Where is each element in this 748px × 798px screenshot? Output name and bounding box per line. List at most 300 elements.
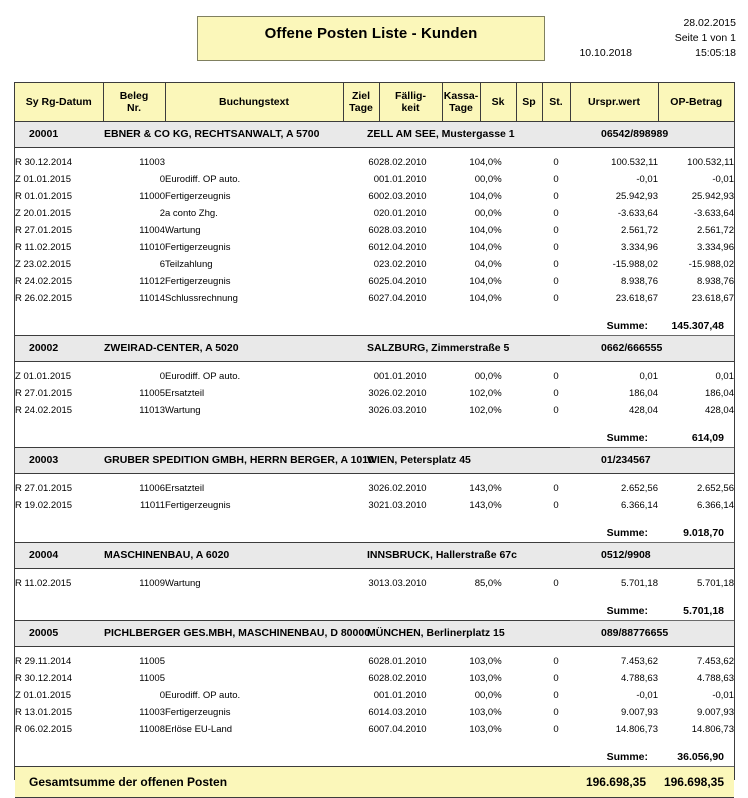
cell-sy-rg-datum: R 29.11.2014 <box>15 656 72 667</box>
cell-st: 0 <box>553 388 559 399</box>
col-header-line1: OP-Betrag <box>670 96 723 108</box>
cell-sy-rg-datum: R 13.01.2015 <box>15 707 73 718</box>
cell-beleg-nr: 11003 <box>139 157 165 168</box>
customer-group-header <box>15 448 734 474</box>
cell-sk: 3,0% <box>480 707 502 718</box>
cell-buchungstext <box>165 670 343 687</box>
cell-st: 0 <box>553 656 559 667</box>
cell-sp <box>516 256 542 273</box>
group-sum-label: Summe: <box>570 747 658 767</box>
cell-sk: 0,0% <box>480 174 502 185</box>
grand-total-row <box>15 767 734 798</box>
customer-phone: 06542/898989 <box>601 128 669 140</box>
cell-kassa-tage: 0 <box>474 259 480 270</box>
cell-st: 0 <box>553 707 559 718</box>
cell-sk: 0,0% <box>480 208 502 219</box>
cell-sp <box>516 188 542 205</box>
meta-print-row <box>436 46 736 61</box>
cell-sp <box>516 273 542 290</box>
customer-number: 20003 <box>29 454 59 466</box>
cell-urspr-wert: -0,01 <box>636 174 658 185</box>
cell-sp <box>516 222 542 239</box>
cell-ziel-tage: 0 <box>373 208 379 219</box>
table-row[interactable] <box>15 687 734 704</box>
cell-urspr-wert: 25.942,93 <box>615 191 658 202</box>
cell-kassa-tage: 10 <box>469 656 480 667</box>
customer-city-address: SALZBURG, Zimmerstraße 5 <box>367 342 510 354</box>
cell-kassa-tage: 14 <box>469 483 480 494</box>
grand-total-urspr-value: 196.698,35 <box>570 767 658 798</box>
table-row[interactable] <box>15 222 734 239</box>
cell-op-betrag: -15.988,02 <box>688 259 734 270</box>
table-row[interactable] <box>15 385 734 402</box>
cell-urspr-wert: 6.366,14 <box>621 500 658 511</box>
cell-st: 0 <box>553 242 559 253</box>
customer-name: PICHLBERGER GES.MBH, MASCHINENBAU, D 80000 <box>104 627 371 639</box>
cell-beleg-nr: 6 <box>159 259 165 270</box>
cell-ziel-tage: 60 <box>368 293 379 304</box>
meta-report-date-row <box>436 16 736 31</box>
cell-urspr-wert: 7.453,62 <box>621 656 658 667</box>
col-header-st <box>542 83 570 122</box>
cell-sy-rg-datum: R 24.02.2015 <box>15 405 73 416</box>
col-header-line1: Ziel <box>351 90 371 102</box>
table-row[interactable] <box>15 480 734 497</box>
cell-faelligkeit: 23.02.2010 <box>379 259 427 270</box>
cell-sy-rg-datum: R 27.01.2015 <box>15 388 73 399</box>
cell-sk: 2,0% <box>480 388 502 399</box>
cell-st: 0 <box>553 174 559 185</box>
group-sum-label: Summe: <box>570 523 658 543</box>
cell-sy-rg-datum: Z 20.01.2015 <box>15 208 71 219</box>
group-sum-spacer-cell <box>15 428 570 448</box>
table-row[interactable] <box>15 154 734 171</box>
print-date: 10.10.2018 <box>579 47 632 59</box>
group-sum-spacer-cell <box>15 523 570 543</box>
cell-buchungstext: Fertigerzeugnis <box>165 500 231 511</box>
cell-beleg-nr: 11005 <box>139 388 165 399</box>
cell-kassa-tage: 8 <box>474 578 480 589</box>
cell-urspr-wert: 23.618,67 <box>615 293 658 304</box>
cell-ziel-tage: 60 <box>368 225 379 236</box>
cell-beleg-nr: 11008 <box>139 724 165 735</box>
cell-ziel-tage: 30 <box>368 388 379 399</box>
cell-op-betrag: 5.701,18 <box>697 578 734 589</box>
cell-buchungstext: Wartung <box>165 225 201 236</box>
cell-kassa-tage: 10 <box>469 673 480 684</box>
col-header-buchungstext <box>165 83 343 122</box>
cell-urspr-wert: 9.007,93 <box>621 707 658 718</box>
cell-beleg-nr: 11012 <box>139 276 165 287</box>
col-header-line1: Kassa- <box>443 90 479 102</box>
group-sum-row <box>15 747 734 767</box>
customer-number: 20004 <box>29 549 59 561</box>
cell-faelligkeit: 01.01.2010 <box>379 690 427 701</box>
cell-faelligkeit: 01.01.2010 <box>379 174 427 185</box>
col-header-line1: Sp <box>522 96 536 108</box>
cell-buchungstext: Schlussrechnung <box>165 293 238 304</box>
cell-sk: 4,0% <box>480 191 502 202</box>
cell-ziel-tage: 30 <box>368 483 379 494</box>
cell-sk: 4,0% <box>480 225 502 236</box>
cell-sk: 4,0% <box>480 242 502 253</box>
cell-sy-rg-datum: R 26.02.2015 <box>15 293 73 304</box>
cell-beleg-nr: 11006 <box>139 483 165 494</box>
cell-faelligkeit: 28.02.2010 <box>379 157 427 168</box>
table-row[interactable] <box>15 205 734 222</box>
cell-beleg-nr: 11011 <box>139 500 165 511</box>
cell-kassa-tage: 10 <box>469 405 480 416</box>
cell-op-betrag: 0,01 <box>715 371 734 382</box>
cell-op-betrag: -0,01 <box>712 174 734 185</box>
cell-st: 0 <box>553 405 559 416</box>
cell-op-betrag: 100.532,11 <box>687 157 734 168</box>
cell-st: 0 <box>553 276 559 287</box>
cell-sp <box>516 205 542 222</box>
cell-faelligkeit: 26.02.2010 <box>379 483 427 494</box>
table-row[interactable] <box>15 188 734 205</box>
cell-sk: 3,0% <box>480 483 502 494</box>
customer-city-address: MÜNCHEN, Berlinerplatz 15 <box>367 627 505 639</box>
customer-group-header-inner <box>15 336 734 361</box>
cell-urspr-wert: 8.938,76 <box>621 276 658 287</box>
cell-urspr-wert: -0,01 <box>636 690 658 701</box>
cell-st: 0 <box>553 157 559 168</box>
cell-sp <box>516 670 542 687</box>
cell-faelligkeit: 28.03.2010 <box>379 225 427 236</box>
group-sum-spacer-cell <box>15 316 570 336</box>
cell-ziel-tage: 60 <box>368 191 379 202</box>
cell-urspr-wert: 3.334,96 <box>621 242 658 253</box>
cell-buchungstext: a conto Zhg. <box>165 208 218 219</box>
col-header-line2: Tage <box>349 102 373 114</box>
table-row[interactable] <box>15 653 734 670</box>
table-row[interactable] <box>15 670 734 687</box>
cell-urspr-wert: 186,04 <box>628 388 658 399</box>
cell-sy-rg-datum: Z 23.02.2015 <box>15 259 71 270</box>
cell-sp <box>516 402 542 419</box>
group-sum-label: Summe: <box>570 428 658 448</box>
col-header-sk <box>480 83 516 122</box>
group-sum-spacer-cell <box>15 747 570 767</box>
cell-faelligkeit: 02.03.2010 <box>379 191 427 202</box>
group-bottom-spacer <box>15 514 734 523</box>
cell-op-betrag: 4.788,63 <box>697 673 734 684</box>
cell-op-betrag: 7.453,62 <box>697 656 734 667</box>
cell-op-betrag: 23.618,67 <box>691 293 734 304</box>
cell-buchungstext <box>165 154 343 171</box>
cell-faelligkeit: 13.03.2010 <box>379 578 427 589</box>
cell-faelligkeit: 07.04.2010 <box>379 724 427 735</box>
col-header-line1: St. <box>549 96 563 108</box>
table-row[interactable] <box>15 368 734 385</box>
cell-kassa-tage: 10 <box>469 276 480 287</box>
cell-st: 0 <box>553 225 559 236</box>
col-header-beleg-nr <box>103 83 165 122</box>
table-row[interactable] <box>15 290 734 307</box>
cell-faelligkeit: 14.03.2010 <box>379 707 427 718</box>
meta-page-row <box>436 31 736 46</box>
cell-beleg-nr: 0 <box>159 174 165 185</box>
cell-kassa-tage: 10 <box>469 242 480 253</box>
customer-group-header <box>15 336 734 362</box>
cell-beleg-nr: 11005 <box>139 656 165 667</box>
customer-group-header-cell <box>15 621 734 647</box>
cell-faelligkeit: 28.01.2010 <box>379 656 427 667</box>
cell-op-betrag: 428,04 <box>704 405 734 416</box>
cell-buchungstext: Ersatzteil <box>165 388 205 399</box>
col-header-line1: Buchungstext <box>218 96 289 108</box>
cell-buchungstext: Eurodiff. OP auto. <box>165 174 241 185</box>
report-header <box>0 0 748 72</box>
cell-faelligkeit: 28.02.2010 <box>379 673 427 684</box>
spacer-cell <box>15 592 734 601</box>
cell-faelligkeit: 26.02.2010 <box>379 388 427 399</box>
customer-group-header-inner <box>15 621 734 646</box>
col-header-faelligkeit <box>379 83 442 122</box>
cell-sy-rg-datum: R 27.01.2015 <box>15 483 73 494</box>
cell-buchungstext: Erlöse EU-Land <box>165 724 233 735</box>
cell-beleg-nr: 2 <box>159 208 165 219</box>
cell-ziel-tage: 0 <box>373 690 379 701</box>
cell-beleg-nr: 11004 <box>139 225 165 236</box>
customer-city-address: ZELL AM SEE, Mustergasse 1 <box>367 128 515 140</box>
customer-number: 20002 <box>29 342 59 354</box>
group-sum-row <box>15 601 734 621</box>
cell-kassa-tage: 0 <box>474 208 480 219</box>
cell-sp <box>516 497 542 514</box>
cell-sk: 4,0% <box>480 259 502 270</box>
group-sum-value: 5.701,18 <box>658 601 734 621</box>
cell-st: 0 <box>553 690 559 701</box>
cell-st: 0 <box>553 724 559 735</box>
cell-ziel-tage: 60 <box>368 707 379 718</box>
cell-ziel-tage: 60 <box>368 673 379 684</box>
cell-faelligkeit: 21.03.2010 <box>379 500 427 511</box>
cell-ziel-tage: 60 <box>368 157 379 168</box>
cell-sp <box>516 239 542 256</box>
group-sum-value: 614,09 <box>658 428 734 448</box>
cell-st: 0 <box>553 371 559 382</box>
page-info: Seite 1 von 1 <box>674 32 736 44</box>
customer-group-header <box>15 543 734 569</box>
cell-op-betrag: 186,04 <box>704 388 734 399</box>
cell-buchungstext: Teilzahlung <box>165 259 213 270</box>
open-items-table <box>15 83 734 798</box>
cell-kassa-tage: 10 <box>469 293 480 304</box>
customer-number: 20001 <box>29 128 59 140</box>
cell-ziel-tage: 60 <box>368 276 379 287</box>
cell-sp <box>516 154 542 171</box>
cell-st: 0 <box>553 483 559 494</box>
cell-op-betrag: 6.366,14 <box>697 500 734 511</box>
customer-group-header-cell <box>15 122 734 148</box>
table-row[interactable] <box>15 497 734 514</box>
cell-op-betrag: 2.652,56 <box>697 483 734 494</box>
customer-group-header-cell <box>15 336 734 362</box>
cell-sp <box>516 290 542 307</box>
col-header-line1: Fällig- <box>395 90 426 102</box>
cell-sp <box>516 368 542 385</box>
spacer-cell <box>15 419 734 428</box>
cell-ziel-tage: 0 <box>373 371 379 382</box>
cell-op-betrag: -3.633,64 <box>693 208 734 219</box>
cell-buchungstext: Wartung <box>165 405 201 416</box>
table-row[interactable] <box>15 273 734 290</box>
customer-phone: 0662/666555 <box>601 342 663 354</box>
group-sum-row <box>15 316 734 336</box>
cell-ziel-tage: 30 <box>368 500 379 511</box>
col-header-sy-rg-datum <box>15 83 103 122</box>
cell-kassa-tage: 10 <box>469 225 480 236</box>
cell-st: 0 <box>553 208 559 219</box>
cell-st: 0 <box>553 578 559 589</box>
spacer-cell <box>15 307 734 316</box>
group-bottom-spacer <box>15 419 734 428</box>
spacer-cell <box>15 514 734 523</box>
group-sum-value: 145.307,48 <box>658 316 734 336</box>
cell-sy-rg-datum: R 11.02.2015 <box>15 242 72 253</box>
cell-sy-rg-datum: R 06.02.2015 <box>15 724 73 735</box>
cell-urspr-wert: 2.652,56 <box>621 483 658 494</box>
cell-sk: 4,0% <box>480 293 502 304</box>
cell-sk: 4,0% <box>480 276 502 287</box>
customer-group-header <box>15 621 734 647</box>
group-sum-label: Summe: <box>570 316 658 336</box>
group-sum-row <box>15 428 734 448</box>
col-header-line2: Nr. <box>126 102 141 114</box>
col-header-line1: Sy Rg-Datum <box>25 96 92 108</box>
customer-group-header-inner <box>15 543 734 568</box>
cell-sy-rg-datum: R 27.01.2015 <box>15 225 73 236</box>
cell-sp <box>516 721 542 738</box>
cell-kassa-tage: 14 <box>469 500 480 511</box>
cell-sk: 3,0% <box>480 500 502 511</box>
cell-faelligkeit: 01.01.2010 <box>379 371 427 382</box>
cell-sp <box>516 480 542 497</box>
group-bottom-spacer <box>15 738 734 747</box>
cell-faelligkeit: 20.01.2010 <box>379 208 427 219</box>
cell-ziel-tage: 60 <box>368 242 379 253</box>
cell-sk: 3,0% <box>480 724 502 735</box>
customer-group-header-cell <box>15 448 734 474</box>
cell-sk: 3,0% <box>480 673 502 684</box>
cell-kassa-tage: 0 <box>474 371 480 382</box>
customer-phone: 01/234567 <box>601 454 651 466</box>
cell-urspr-wert: 428,04 <box>628 405 658 416</box>
cell-st: 0 <box>553 500 559 511</box>
cell-urspr-wert: 5.701,18 <box>621 578 658 589</box>
customer-name: MASCHINENBAU, A 6020 <box>104 549 230 561</box>
cell-op-betrag: 3.334,96 <box>697 242 734 253</box>
cell-faelligkeit: 25.04.2010 <box>379 276 427 287</box>
cell-faelligkeit: 26.03.2010 <box>379 405 427 416</box>
cell-kassa-tage: 10 <box>469 157 480 168</box>
cell-ziel-tage: 30 <box>368 405 379 416</box>
cell-st: 0 <box>553 191 559 202</box>
cell-sy-rg-datum: R 30.12.2014 <box>15 673 73 684</box>
cell-faelligkeit: 27.04.2010 <box>379 293 427 304</box>
cell-beleg-nr: 11013 <box>139 405 165 416</box>
spacer-cell <box>15 738 734 747</box>
cell-urspr-wert: 0,01 <box>639 371 658 382</box>
col-header-line1: Beleg <box>119 90 149 102</box>
cell-ziel-tage: 0 <box>373 259 379 270</box>
col-header-line1: Urspr.wert <box>588 96 640 108</box>
customer-city-address: INNSBRUCK, Hallerstraße 67c <box>367 549 517 561</box>
col-header-urspr-wert <box>570 83 658 122</box>
cell-sk: 2,0% <box>480 405 502 416</box>
cell-op-betrag: 8.938,76 <box>697 276 734 287</box>
cell-sp <box>516 704 542 721</box>
cell-sy-rg-datum: R 30.12.2014 <box>15 157 73 168</box>
cell-sk: 5,0% <box>480 578 502 589</box>
report-meta <box>436 16 736 61</box>
group-bottom-spacer <box>15 592 734 601</box>
cell-sk: 0,0% <box>480 371 502 382</box>
customer-phone: 0512/9908 <box>601 549 651 561</box>
cell-sp <box>516 687 542 704</box>
customer-name: EBNER & CO KG, RECHTSANWALT, A 5700 <box>104 128 320 140</box>
cell-kassa-tage: 0 <box>474 690 480 701</box>
customer-name: ZWEIRAD-CENTER, A 5020 <box>104 342 239 354</box>
table-row[interactable] <box>15 239 734 256</box>
cell-faelligkeit: 12.04.2010 <box>379 242 427 253</box>
group-bottom-spacer <box>15 307 734 316</box>
table-row[interactable] <box>15 704 734 721</box>
table-row[interactable] <box>15 575 734 592</box>
cell-st: 0 <box>553 673 559 684</box>
cell-ziel-tage: 30 <box>368 578 379 589</box>
customer-group-header-inner <box>15 448 734 473</box>
cell-beleg-nr: 11010 <box>139 242 165 253</box>
cell-sk: 3,0% <box>480 656 502 667</box>
cell-buchungstext: Fertigerzeugnis <box>165 707 231 718</box>
cell-urspr-wert: -3.633,64 <box>617 208 658 219</box>
cell-beleg-nr: 11014 <box>139 293 165 304</box>
col-header-kassa-tage <box>442 83 480 122</box>
table-row[interactable] <box>15 171 734 188</box>
group-sum-label: Summe: <box>570 601 658 621</box>
cell-beleg-nr: 11000 <box>139 191 165 202</box>
cell-urspr-wert: -15.988,02 <box>612 259 658 270</box>
report-date: 28.02.2015 <box>683 17 736 29</box>
customer-number: 20005 <box>29 627 59 639</box>
group-sum-spacer-cell <box>15 601 570 621</box>
col-header-line2: Tage <box>449 102 473 114</box>
table-row[interactable] <box>15 256 734 273</box>
print-time: 15:05:18 <box>695 47 736 59</box>
table-header-row <box>15 83 734 122</box>
col-header-sp <box>516 83 542 122</box>
cell-sy-rg-datum: R 19.02.2015 <box>15 500 73 511</box>
cell-sy-rg-datum: Z 01.01.2015 <box>15 174 71 185</box>
cell-buchungstext: Wartung <box>165 578 201 589</box>
cell-ziel-tage: 0 <box>373 174 379 185</box>
cell-sy-rg-datum: R 24.02.2015 <box>15 276 73 287</box>
table-row[interactable] <box>15 402 734 419</box>
cell-buchungstext: Eurodiff. OP auto. <box>165 371 241 382</box>
customer-city-address: WIEN, Petersplatz 45 <box>367 454 471 466</box>
cell-kassa-tage: 10 <box>469 707 480 718</box>
customer-group-header-cell <box>15 543 734 569</box>
cell-beleg-nr: 11009 <box>139 578 165 589</box>
customer-phone: 089/88776655 <box>601 627 669 639</box>
cell-beleg-nr: 11003 <box>139 707 165 718</box>
cell-st: 0 <box>553 259 559 270</box>
table-row[interactable] <box>15 721 734 738</box>
grand-total-op-value: 196.698,35 <box>658 767 734 798</box>
